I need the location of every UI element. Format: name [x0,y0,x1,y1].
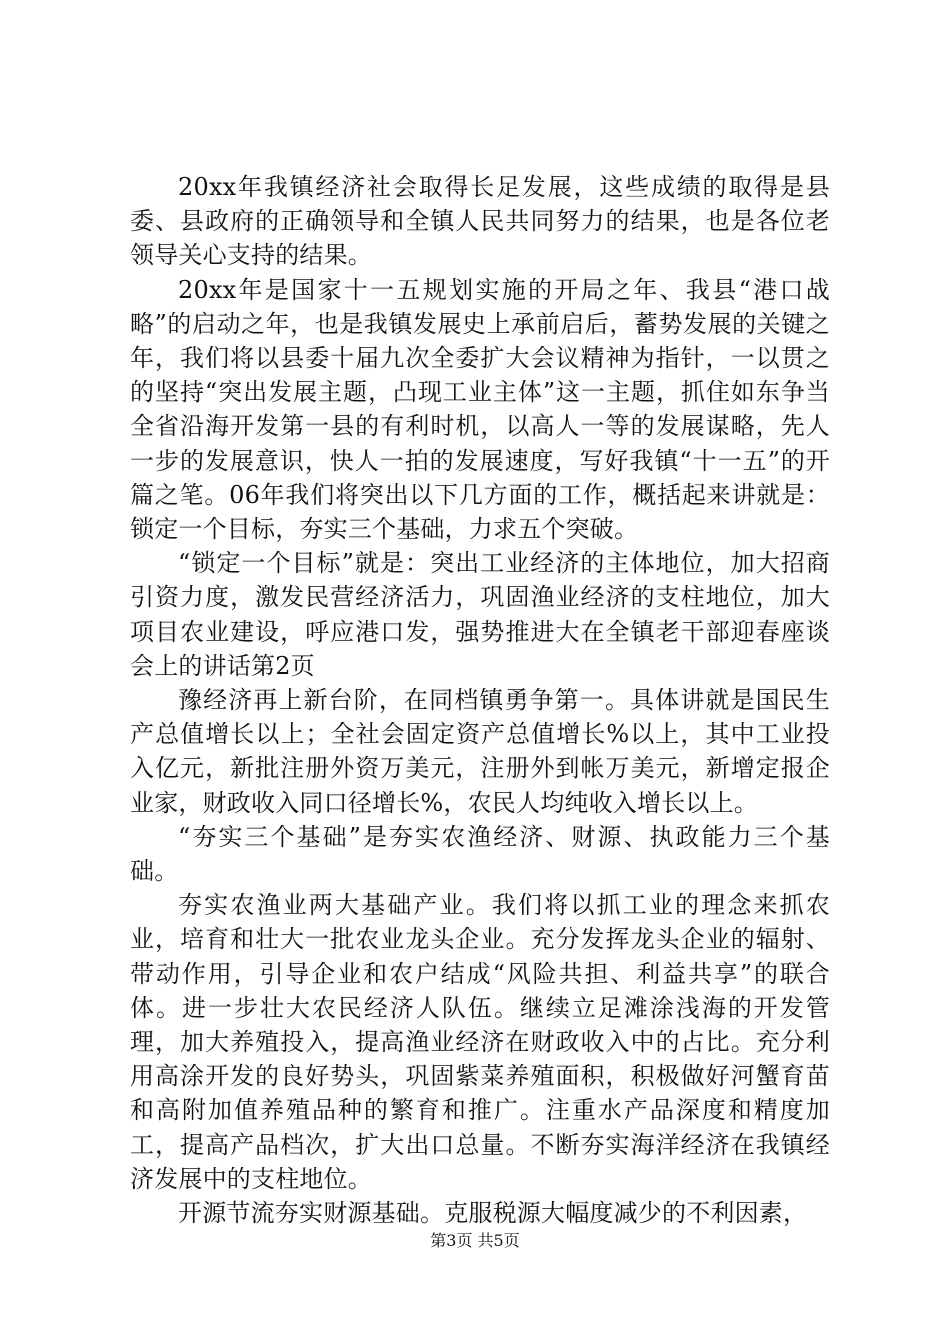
paragraph-4: 豫经济再上新台阶，在同档镇勇争第一。具体讲就是国民生产总值增长以上；全社会固定资产总值增长%以上，其中工业投入亿元，新批注册外资万美元，注册外到帐万美元，新增定报企业家，财政收入同口径增长%，农民人均纯收入增长以上。 [130,686,830,817]
paragraph-5: “夯实三个基础”是夯实农渔经济、财源、执政能力三个基础。 [130,822,830,886]
paragraph-2: 20xx年是国家十一五规划实施的开局之年、我县“港口战略”的启动之年，也是我镇发展史上承前启后，蓄势发展的关键之年，我们将以县委十届九次全委扩大会议精神为指针，一以贯之的坚持“突出发展主题，凸现工业主体”这一主题，抓住如东争当全省沿海开发第一县的有利时机，以高人一等的发展谋略，先人一步的发展意识，快人一拍的发展速度，写好我镇“十一五”的开篇之笔。06年我们将突出以下几方面的工作，概括起来讲就是：锁定一个目标，夯实三个基础，力求五个突破。 [130,275,830,544]
paragraph-3: “锁定一个目标”就是：突出工业经济的主体地位，加大招商引资力度，激发民营经济活力，巩固渔业经济的支柱地位，加大项目农业建设，呼应港口发，强势推进大在全镇老干部迎春座谈会上的讲话第2页 [130,549,830,680]
document-body [130,170,830,1230]
page-footer: 第3页 共5页 [430,1231,520,1250]
paragraph-1: 20xx年我镇经济社会取得长足发展，这些成绩的取得是县委、县政府的正确领导和全镇人民共同努力的结果，也是各位老领导关心支持的结果。 [130,173,830,270]
paragraph-7: 开源节流夯实财源基础。克服税源大幅度减少的不利因素， [178,1199,808,1228]
paragraph-6: 夯实农渔业两大基础产业。我们将以抓工业的理念来抓农业，培育和壮大一批农业龙头企业。充分发挥龙头企业的辐射、带动作用，引导企业和农户结成“风险共担、利益共享”的联合体。进一步壮大农民经济人队伍。继续立足滩涂浅海的开发管理，加大养殖投入，提高渔业经济在财政收入中的占比。充分利用高涂开发的良好势头，巩固紫菜养殖面积，积极做好河蟹育苗和高附加值养殖品种的繁育和推广。注重水产品深度和精度加工，提高产品档次，扩大出口总量。不断夯实海洋经济在我镇经济发展中的支柱地位。 [130,891,830,1193]
